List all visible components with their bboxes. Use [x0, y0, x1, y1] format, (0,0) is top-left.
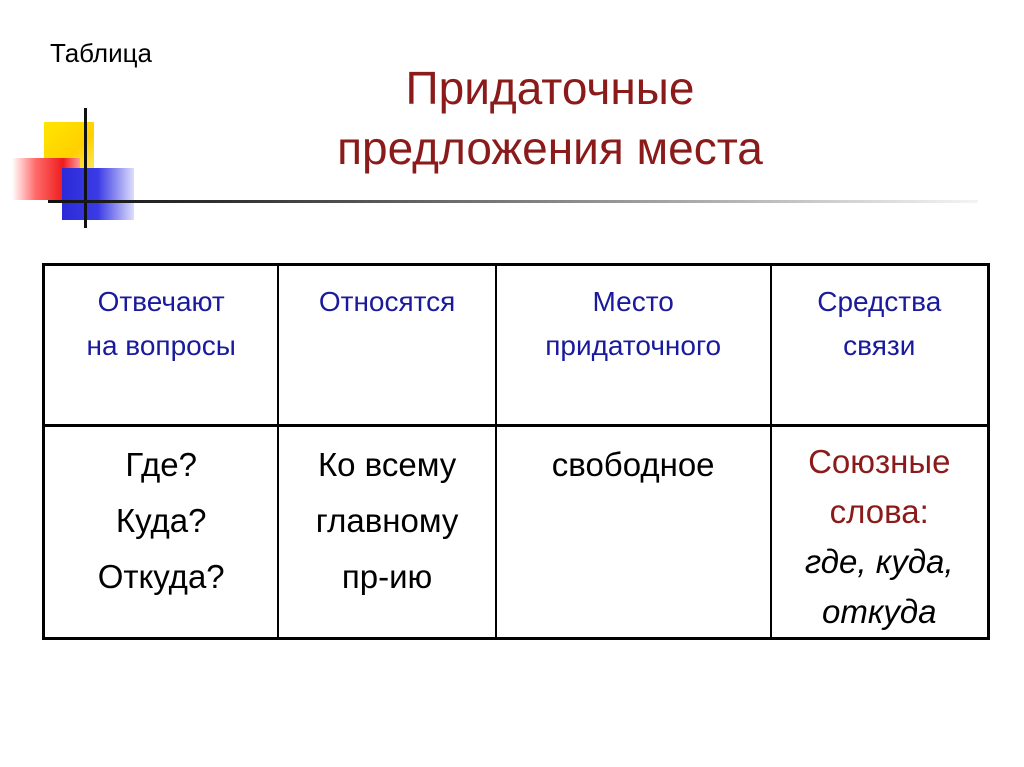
title-line-1: Придаточные [405, 62, 695, 114]
header-cell-position [496, 265, 771, 426]
cell-text: Союзные [808, 443, 951, 480]
header-cell-questions [44, 265, 279, 426]
cell-text: главному [315, 502, 459, 539]
cell-relates [278, 426, 495, 639]
horizontal-rule-decoration [48, 200, 978, 203]
cell-text: свободное [551, 446, 715, 483]
header-text: связи [843, 330, 916, 361]
cell-text: пр-ию [341, 558, 433, 595]
header-cell-means [771, 265, 989, 426]
cell-text: слова: [829, 493, 929, 530]
header-text: Место [592, 286, 674, 317]
cell-text-italic: где, куда, [804, 543, 954, 580]
slide-label: Таблица [50, 38, 152, 68]
header-text: Средства [817, 286, 942, 317]
cell-questions [44, 426, 279, 639]
vertical-line-decoration [84, 108, 87, 228]
table-header-row [44, 265, 989, 426]
header-text: Относятся [318, 286, 456, 317]
cell-text: Ко всему [317, 446, 457, 483]
clauses-table [42, 263, 990, 640]
decorative-graphic [0, 100, 980, 230]
cell-text: Где? [125, 446, 197, 483]
cell-position [496, 426, 771, 639]
cell-text-italic: откуда [821, 593, 937, 630]
header-cell-relates [278, 265, 495, 426]
table-row [44, 426, 989, 639]
header-text: придаточного [545, 330, 722, 361]
header-text: на вопросы [86, 330, 236, 361]
blue-square-decoration [62, 168, 134, 220]
cell-text: Куда? [115, 502, 207, 539]
cell-means [771, 426, 989, 639]
cell-text: Откуда? [97, 558, 225, 595]
header-text: Отвечают [97, 286, 225, 317]
title-line-2: предложения места [337, 122, 763, 174]
